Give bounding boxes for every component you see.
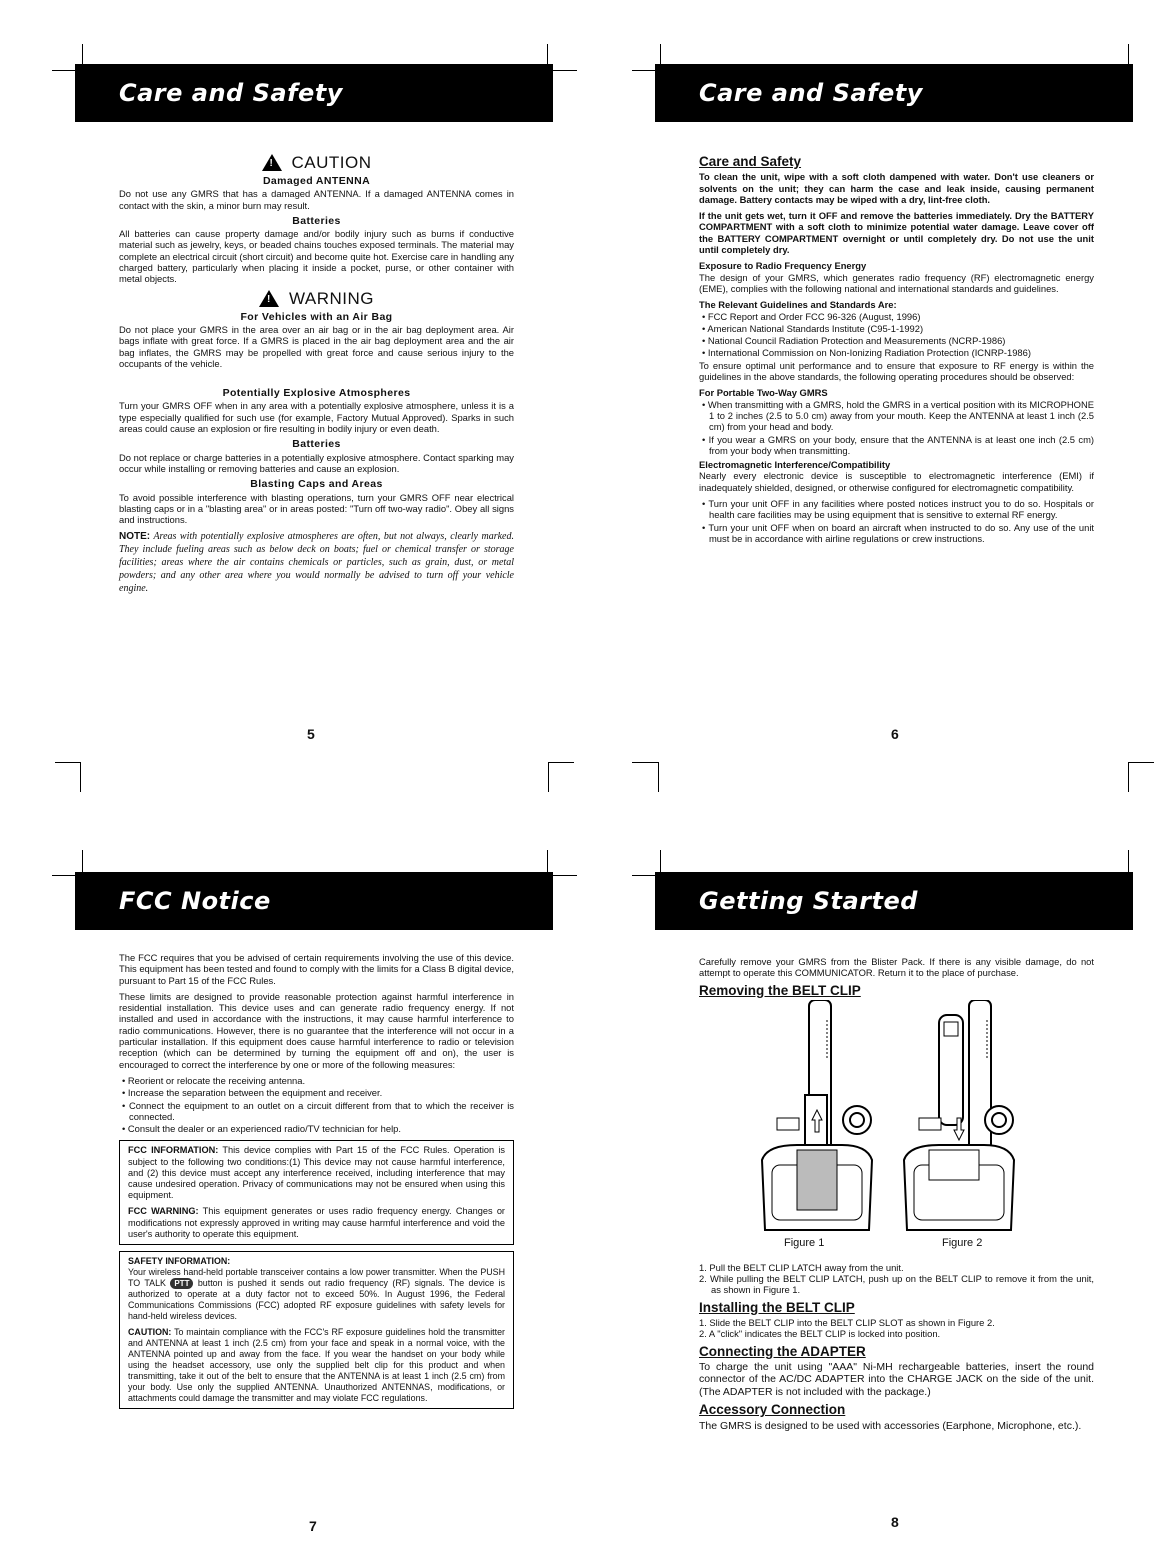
section-heading: Potentially Explosive Atmospheres: [222, 387, 411, 400]
section-heading: Batteries: [292, 438, 341, 451]
page-7: [75, 848, 553, 1544]
page-body: [119, 952, 514, 1409]
crop-mark: [553, 70, 577, 71]
fcc-warning: FCC WARNING: This equipment generates or uses radio frequency energy. Changes or modifications not expressly approved in writing may cause harmful interference and void the user's authority to operate this equipment.: [128, 1206, 505, 1239]
caution-text: CAUTION: To maintain compliance with the FCC's RF exposure guidelines hold the transmitter and ANTENNA at least 1 inch (2.5 cm) from your face and speak in a normal voice, with the ANTENNA pointed up and away from the face. If you wear the handset on your body while using the headset accessory, use only the supplied belt clip for this product and when transmitting, take it out of the belt to ensure that the ANTENNA is at least 1 inch (2.5 cm) from your body. Use only the supplied ANTENNA. Unauthorized ANTENNAS, modifications, or attachments could damage the transmitter and may violate FCC regulations.: [128, 1327, 505, 1404]
warning-triangle-icon: [259, 290, 279, 307]
caution-heading: [119, 154, 514, 171]
emc-list: [699, 498, 1094, 544]
page-title: Care and Safety: [699, 79, 923, 107]
warning-heading: [119, 290, 514, 307]
page-number: 7: [309, 1518, 317, 1534]
paragraph: To charge the unit using "AAA" Ni-MH rechargeable batteries, insert the round connector of the AC/DC ADAPTER into the CHARGE JACK on the side of the unit. (The ADAPTER is not included with the package.): [699, 1360, 1094, 1398]
belt-clip-figures: [699, 1000, 1094, 1250]
page-body: [699, 956, 1094, 1437]
page-title: FCC Notice: [119, 887, 271, 915]
crop-mark: [1128, 762, 1154, 763]
crop-mark: [632, 70, 656, 71]
note-text: Areas with potentially explosive atmospheres are often, but not always, clearly marked. They include fueling areas such as below deck on boats; fuel or chemical transfer or storage facilities; areas where the air contains chemicals or particles, such as grain, dust, or metal powders; and any other area where you would normally be advised to turn off your vehicle engine.: [119, 531, 514, 595]
crop-mark: [632, 875, 656, 876]
guidelines-list: [699, 311, 1094, 359]
page-6: [655, 40, 1133, 760]
crop-mark: [548, 762, 549, 792]
paragraph: The design of your GMRS, which generates radio frequency (RF) electromagnetic energy (EME), complies with the following national and international standards and guidelines.: [699, 271, 1094, 294]
page-number: 6: [891, 726, 899, 742]
crop-mark: [548, 762, 574, 763]
list-item: • International Commission on Non-Ionizing Radiation Protection (ICNRP-1986): [702, 347, 1031, 359]
step: 2. While pulling the BELT CLIP LATCH, push up on the BELT CLIP to remove it from the unit, as shown in Figure 1.: [699, 1273, 1094, 1296]
note-label: NOTE:: [119, 531, 151, 543]
crop-mark: [52, 875, 76, 876]
list-item: • If you wear a GMRS on your body, ensure that the ANTENNA is at least one inch (2.5 cm) from your body when transmitting.: [702, 433, 1094, 456]
section-heading: Accessory Connection: [699, 1402, 846, 1418]
list-item: • National Council Radiation Protection and Measurements (NCRP-1986): [702, 335, 1006, 347]
section-heading: Connecting the ADAPTER: [699, 1343, 866, 1359]
section-heading: Removing the BELT CLIP: [699, 982, 861, 998]
list-item: • Turn your unit OFF in any facilities where posted notices instruct you to do so. Hospitals or health care facilities may be using equipment that is sensitive to external RF energy.: [702, 498, 1095, 521]
list-item: • Increase the separation between the equipment and receiver.: [122, 1087, 383, 1099]
paragraph: Carefully remove your GMRS from the Blister Pack. If there is any visible damage, do not attempt to operate this COMMUNICATOR. Return it to the place of purchase.: [699, 956, 1094, 979]
title-band: [75, 872, 553, 930]
figure-1-illustration: [757, 1000, 877, 1240]
paragraph: Do not use any GMRS that has a damaged ANTENNA. If a damaged ANTENNA comes in contact with the skin, a minor burn may result.: [119, 188, 514, 211]
list-item: • Consult the dealer or an experienced radio/TV technician for help.: [122, 1123, 401, 1135]
section-heading: Damaged ANTENNA: [262, 175, 371, 187]
paragraph: Do not place your GMRS in the area over an air bag or in the air bag deployment area. Air bags inflate with great force. If a GMRS is placed in the air bag deployment area and the air bag inflates, the GMRS may be propelled with great force and cause serious injury to the occupants of the vehicle.: [119, 323, 514, 369]
crop-mark: [80, 762, 81, 792]
fcc-info: FCC INFORMATION: This device complies with Part 15 of the FCC Rules. Operation is subject to the following two conditions:(1) This device may not cause harmful interference, and (2) this device must accept any interference received, including interference that may cause undesired operation. Privacy of communications may not be ensured when using this equipment.: [128, 1145, 505, 1201]
paragraph: Turn your GMRS OFF when in any area with a potentially explosive atmosphere, unless it is a type especially qualified for such use (for example, Factory Mutual Approved). Sparks in such areas could cause an explosion or fire resulting in bodily injury or even death.: [119, 400, 514, 435]
step: 1. Pull the BELT CLIP LATCH away from the unit.: [699, 1261, 904, 1273]
page-number: 5: [307, 726, 315, 742]
safety-info-box: [119, 1251, 514, 1409]
crop-mark: [553, 875, 577, 876]
warning-triangle-icon: [262, 154, 282, 171]
paragraph: The FCC requires that you be advised of certain requirements involving the use of this device. This equipment has been tested and found to comply with the limits for a Class B digital device, pursuant to Part 15 of the FCC Rules.: [119, 952, 514, 986]
section-heading: Batteries: [292, 214, 341, 227]
section-heading: Installing the BELT CLIP: [699, 1299, 855, 1315]
paragraph: The GMRS is designed to be used with accessories (Earphone, Microphone, etc.).: [699, 1419, 1082, 1432]
note: [119, 530, 514, 595]
title-band: [75, 64, 553, 122]
page-5: [75, 40, 553, 760]
figure-2-caption: Figure 2: [942, 1236, 983, 1249]
warning-title: WARNING: [288, 288, 375, 308]
page-number: 8: [891, 1514, 899, 1530]
portable-list: [699, 399, 1094, 456]
crop-mark: [55, 762, 81, 763]
title-band: [655, 64, 1133, 122]
fcc-info-box: [119, 1140, 514, 1245]
section-heading: The Relevant Guidelines and Standards Are:: [699, 299, 897, 311]
section-heading: Blasting Caps and Areas: [250, 478, 383, 491]
safety-label: SAFETY INFORMATION:: [128, 1256, 231, 1267]
step: 2. A "click" indicates the BELT CLIP is locked into position.: [699, 1328, 941, 1340]
paragraph: To ensure optimal unit performance and to ensure that exposure to RF energy is within the guidelines in the above standards, the following operating procedures should be observed:: [699, 359, 1094, 383]
step: 1. Slide the BELT CLIP into the BELT CLIP SLOT as shown in Figure 2.: [699, 1317, 995, 1329]
section-heading: Care and Safety: [699, 154, 802, 169]
list-item: • Reorient or relocate the receiving antenna.: [122, 1074, 306, 1086]
section-heading: For Portable Two-Way GMRS: [699, 387, 828, 399]
figure-1-caption: Figure 1: [784, 1236, 825, 1249]
paragraph: Nearly every electronic device is susceptible to electromagnetic interference (EMI) if inadequately shielded, designed, or otherwise configured for electromagnetic compatibility.: [699, 470, 1094, 493]
paragraph: Do not replace or charge batteries in a potentially explosive atmosphere. Contact sparking may occur while installing or removing batteries and cause an explosion.: [119, 451, 514, 474]
paragraph: If the unit gets wet, turn it OFF and remove the batteries immediately. Dry the BATTERY COMPARTMENT with a soft cloth to minimize potential water damage. Leave cover off the BATTERY COMPARTMENT overnight or until completely dry. Do not use the unit until completely dry.: [699, 210, 1094, 256]
caution-title: CAUTION: [291, 152, 372, 172]
crop-mark: [52, 70, 76, 71]
page-body: [699, 150, 1094, 545]
list-item: • Connect the equipment to an outlet on a circuit different from that to which the receiver is connected.: [122, 1099, 514, 1122]
paragraph: All batteries can cause property damage and/or bodily injury such as burns if conductive material such as jewelry, keys, or beaded chains touches exposed terminals. The material may complete an electrical circuit (short circuit) and become quite hot. Exercise care in handling any charged battery, particularly when placing it inside a pocket, purse, or other container with metal objects.: [119, 228, 514, 285]
paragraph: To avoid possible interference with blasting operations, turn your GMRS OFF near electrical blasting caps or in a "blasting area" or in areas posted: "Turn off two-way radio". Obey all signs and instructions.: [119, 491, 514, 526]
page-title: Getting Started: [699, 887, 918, 915]
safety-text: Your wireless hand-held portable transceiver contains a low power transmitter. When the PUSH TO TALK PTT button is pushed it sends out radio frequency (RF) signals. The device is authorized to operate at a duty factor not to exceed 50%. In August 1996, the Federal Communications Commissions (FCC) adopted RF exposure guidelines with safety levels for hand-held wireless devices.: [128, 1267, 505, 1322]
crop-mark: [632, 762, 658, 763]
section-heading: Exposure to Radio Frequency Energy: [699, 260, 867, 272]
title-band: [655, 872, 1133, 930]
paragraph: To clean the unit, wipe with a soft cloth dampened with water. Don't use cleaners or solvents on the unit; they can harm the case and leak inside, causing permanent damage. Battery contacts may be wiped with a dry, lint-free cloth.: [699, 171, 1094, 205]
list-item: • FCC Report and Order FCC 96-326 (August, 1996): [702, 310, 921, 322]
list-item: • When transmitting with a GMRS, hold the GMRS in a vertical position with its MICROPHONE 1 to 2 inches (2.5 to 5.0 cm) away from your mouth. Keep the ANTENNA at least 1 inch (2.5 cm) from your head and body.: [702, 398, 1094, 433]
figure-2-illustration: [899, 1000, 1019, 1240]
section-heading: Electromagnetic Interference/Compatibility: [699, 459, 891, 471]
page-body: [119, 150, 514, 600]
ptt-button-icon: PTT: [170, 1278, 193, 1289]
page-8: [655, 848, 1133, 1544]
page-title: Care and Safety: [119, 79, 343, 107]
crop-mark: [658, 762, 659, 792]
list-item: • Turn your unit OFF when on board an aircraft when instructed to do so. Any use of the unit must be in accordance with airline regulations or crew instructions.: [702, 521, 1095, 544]
measures-list: [119, 1075, 514, 1134]
paragraph: These limits are designed to provide reasonable protection against harmful interference in residential installation. This device uses and can generate radio frequency energy. If not installed and used in accordance with the instructions, it may cause harmful interference to radio communications. However, there is no guarantee that the interference will not occur in a particular installation. If this equipment does cause harmful interference to radio or television reception (which can be determined by turning the equipment off and on), the user is encouraged to correct the interference by one or more of the following measures:: [119, 990, 514, 1070]
section-heading: For Vehicles with an Air Bag: [240, 310, 393, 323]
crop-mark: [1128, 762, 1129, 792]
list-item: • American National Standards Institute (C95-1-1992): [702, 322, 924, 334]
